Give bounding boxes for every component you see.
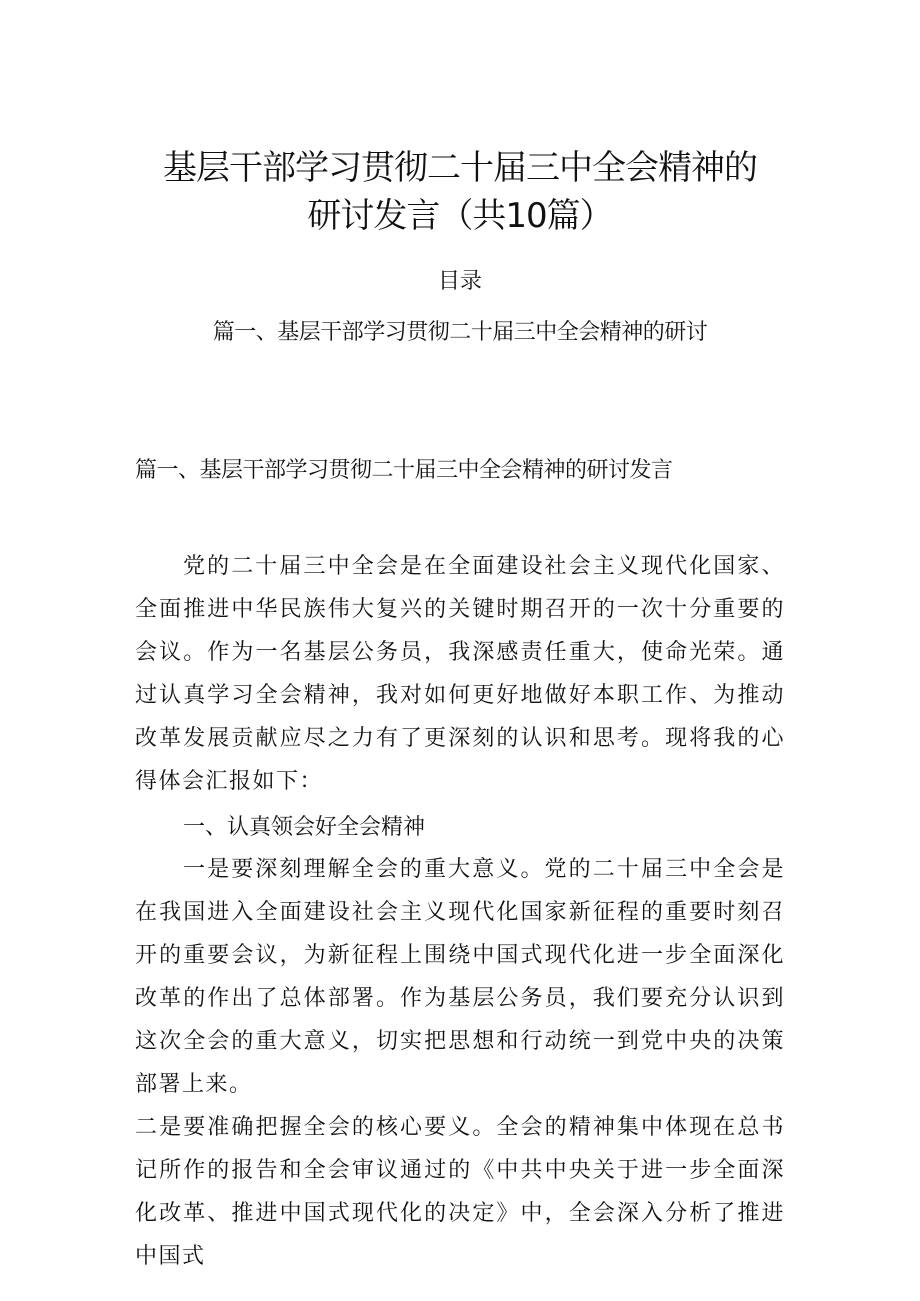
point-1-paragraph: 一是要深刻理解全会的重大意义。党的二十届三中全会是在我国进入全面建设社会主义现代化国家新征程的重要时刻召开的重要会议，为新征程上围绕中国式现代化进一步全面深化改革的作出了总体部署。作为基层公务员，我们要充分认识到这次全会的重大意义，切实把思想和行动统一到党中央的决策部署上来。 [135, 857, 785, 1097]
point-2-paragraph: 二是要准确把握全会的核心要义。全会的精神集中体现在总书记所作的报告和全会审议通过的《中共中央关于进一步全面深化改革、推进中国式现代化的决定》中，全会深入分析了推进中国式 [135, 1115, 785, 1269]
document-title-line-1: 基层干部学习贯彻二十届三中全会精神的 [163, 148, 757, 188]
document-title-line-2: 研讨发言（共10篇） [307, 196, 613, 236]
section-heading: 篇一、基层干部学习贯彻二十届三中全会精神的研讨发言 [135, 458, 673, 483]
subheading-1: 一、认真领会好全会精神 [183, 815, 426, 840]
toc-heading: 目录 [437, 269, 482, 294]
toc-item-1[interactable]: 篇一、基层干部学习贯彻二十届三中全会精神的研讨 [212, 320, 708, 345]
intro-paragraph: 党的二十届三中全会是在全面建设社会主义现代化国家、全面推进中华民族伟大复兴的关键时期召开的一次十分重要的会议。作为一名基层公务员，我深感责任重大，使命光荣。通过认真学习全会精神，我对如何更好地做好本职工作、为推动改革发展贡献应尽之力有了更深刻的认识和思考。现将我的心得体会汇报如下： [135, 554, 785, 794]
